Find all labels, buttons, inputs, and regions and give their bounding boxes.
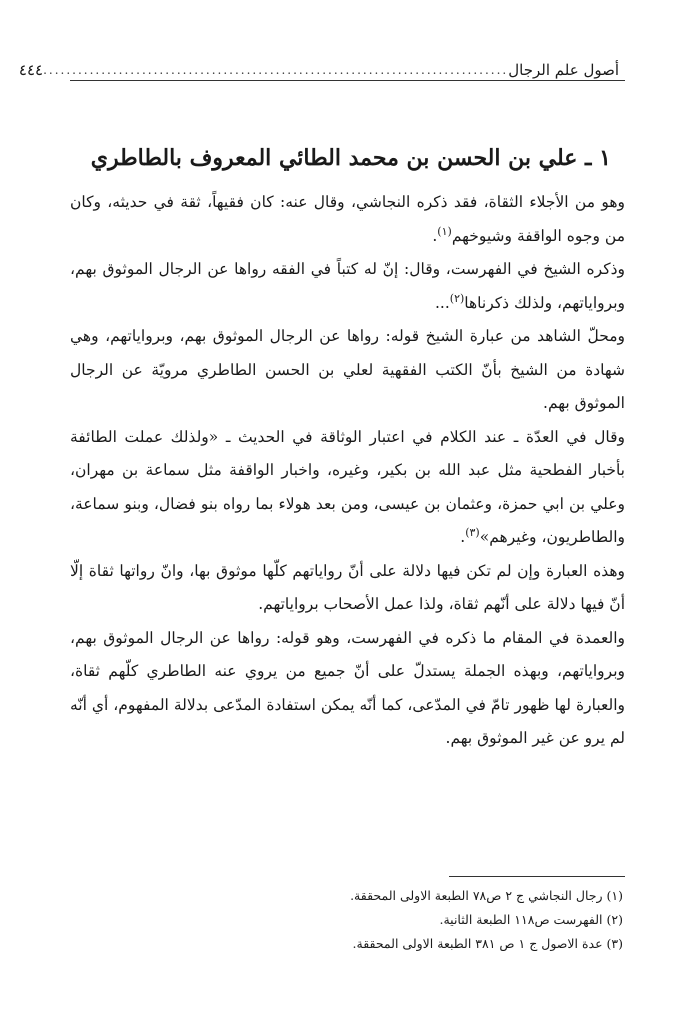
footnotes xyxy=(70,884,625,956)
paragraph: وهذه العبارة وإن لم تكن فيها دلالة على أنّ رواياتهم كلّها موثوق بها، وانّ رواتها ثقاة إلّا أنّ فيها دلالة على أنّهم ثقاة، ولذا عمل الأصحاب برواياتهم. xyxy=(70,561,625,613)
book-title: أصول علم الرجال xyxy=(508,61,619,79)
paragraph: وهو من الأجلاء الثقاة، فقد ذكره النجاشي، وقال عنه: كان فقيهاً، ثقة في حديثه، وكان من وجوه الواقفة وشيوخهم$^{(١)}$. xyxy=(70,193,625,245)
footnote: (١) رجال النجاشي ج ٢ ص٧٨ الطبعة الاولى المحققة. xyxy=(350,888,623,903)
footnote-ref[interactable]: (٣) xyxy=(465,525,480,539)
footnote-ref[interactable]: (٢) xyxy=(449,291,465,305)
paragraph: ومحلّ الشاهد من عبارة الشيخ قوله: رواها عن الرجال الموثوق بهم، وبرواياتهم، وهي شهادة من الشيخ بأنّ الكتب الفقهية لعلي بن الحسن الطاطري مرويّة عن الرجال الموثوق بهم. xyxy=(70,327,625,412)
footnote: (٢) الفهرست ص١١٨ الطبعة الثانية. xyxy=(439,912,623,927)
footnote: (٣) عدة الاصول ج ١ ص ٣٨١ الطبعة الاولى المحققة. xyxy=(352,936,623,951)
paragraph: والعمدة في المقام ما ذكره في الفهرست، وهو قوله: رواها عن الرجال الموثوق بهم، وبرواياتهم، وبهذه الجملة يستدلّ على أنّ جميع من يروي عنه الطاطري كلّهم ثقاة، والعبارة لها ظهور تامّ في المدّعى، كما أنّه يمكن استفادة المدّعى بدلالة المفهوم، أي أنّه لم يرو عن غير الموثوق بهم. xyxy=(70,628,625,747)
paragraph: وذكره الشيخ في الفهرست، وقال: إنّ له كتباً في الفقه رواها عن الرجال الموثوق بهم، وبرواياتهم، ولذلك ذكرناها$^{(٢)}$... xyxy=(70,260,625,312)
section-title: ١ ـ علي بن الحسن بن محمد الطائي المعروف بالطاطري xyxy=(90,145,611,171)
page-number: ٤٤٤ xyxy=(18,61,44,79)
leader-dots: ................................................................................ xyxy=(43,63,509,77)
running-header xyxy=(18,56,625,81)
footnote-divider xyxy=(449,876,625,877)
footnote-ref[interactable]: (١) xyxy=(437,224,452,238)
paragraph: وقال في العدّة ـ عند الكلام في اعتبار الوثاقة في الحديث ـ «ولذلك عملت الطائفة بأخبار الفطحية مثل عبد الله بن بكير، وغيره، واخبار الواقفة مثل سماعة بن مهران، وعلي بن ابي حمزة، وعثمان بن عيسى، ومن بعد هولاء بما رواه بنو فضال، وبنو سماعة، والطاطريون، وغيرهم»$^{(٣)}$. xyxy=(70,427,625,546)
body-text xyxy=(70,186,625,756)
